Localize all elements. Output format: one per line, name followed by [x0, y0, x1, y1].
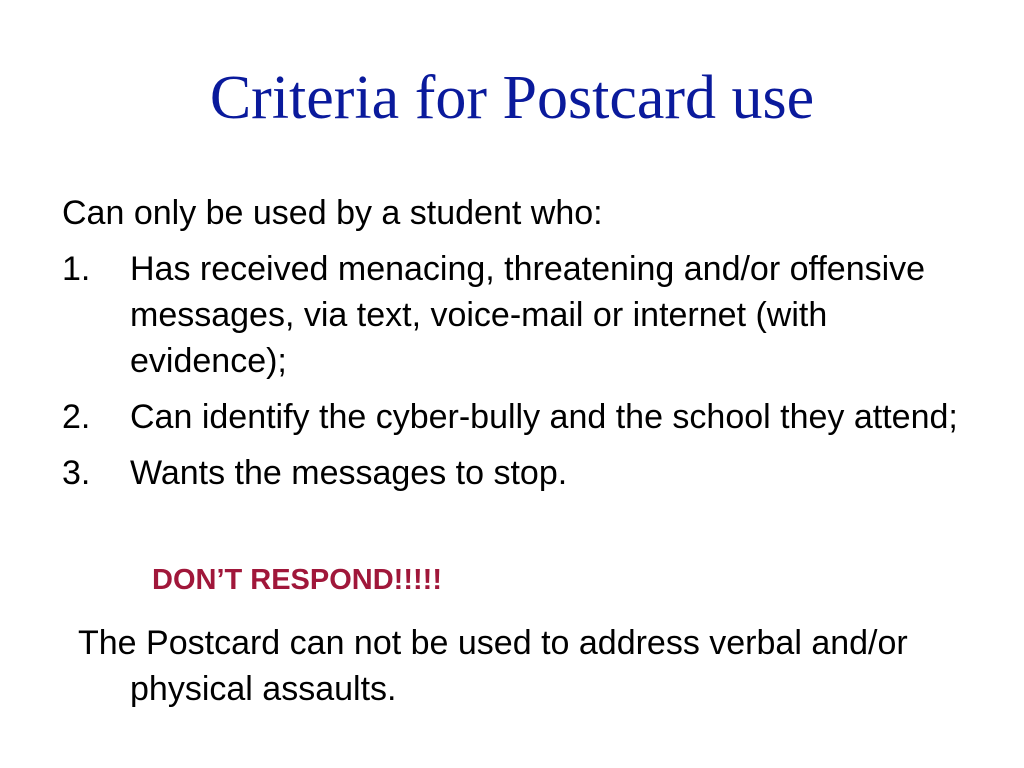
list-item: [62, 394, 962, 440]
note-text: The Postcard can not be used to address verbal and/or physical assaults.: [78, 624, 908, 708]
list-item: [62, 246, 962, 384]
list-item-number: 3.: [62, 454, 91, 492]
slide-title: Criteria for Postcard use: [209, 64, 815, 132]
intro-text: Can only be used by a student who:: [62, 194, 603, 232]
list-item-text: Has received menacing, threatening and/or offensive messages, via text, voice-mail or internet (with evidence);: [130, 250, 926, 380]
criteria-list: [62, 246, 962, 506]
list-item-number: 2.: [62, 398, 91, 436]
warning-text: DON’T RESPOND!!!!!: [152, 564, 442, 596]
list-item-number: 1.: [62, 250, 91, 288]
list-item: [62, 450, 962, 496]
list-item-text: Can identify the cyber-bully and the school they attend;: [130, 398, 958, 436]
list-item-text: Wants the messages to stop.: [130, 454, 568, 492]
